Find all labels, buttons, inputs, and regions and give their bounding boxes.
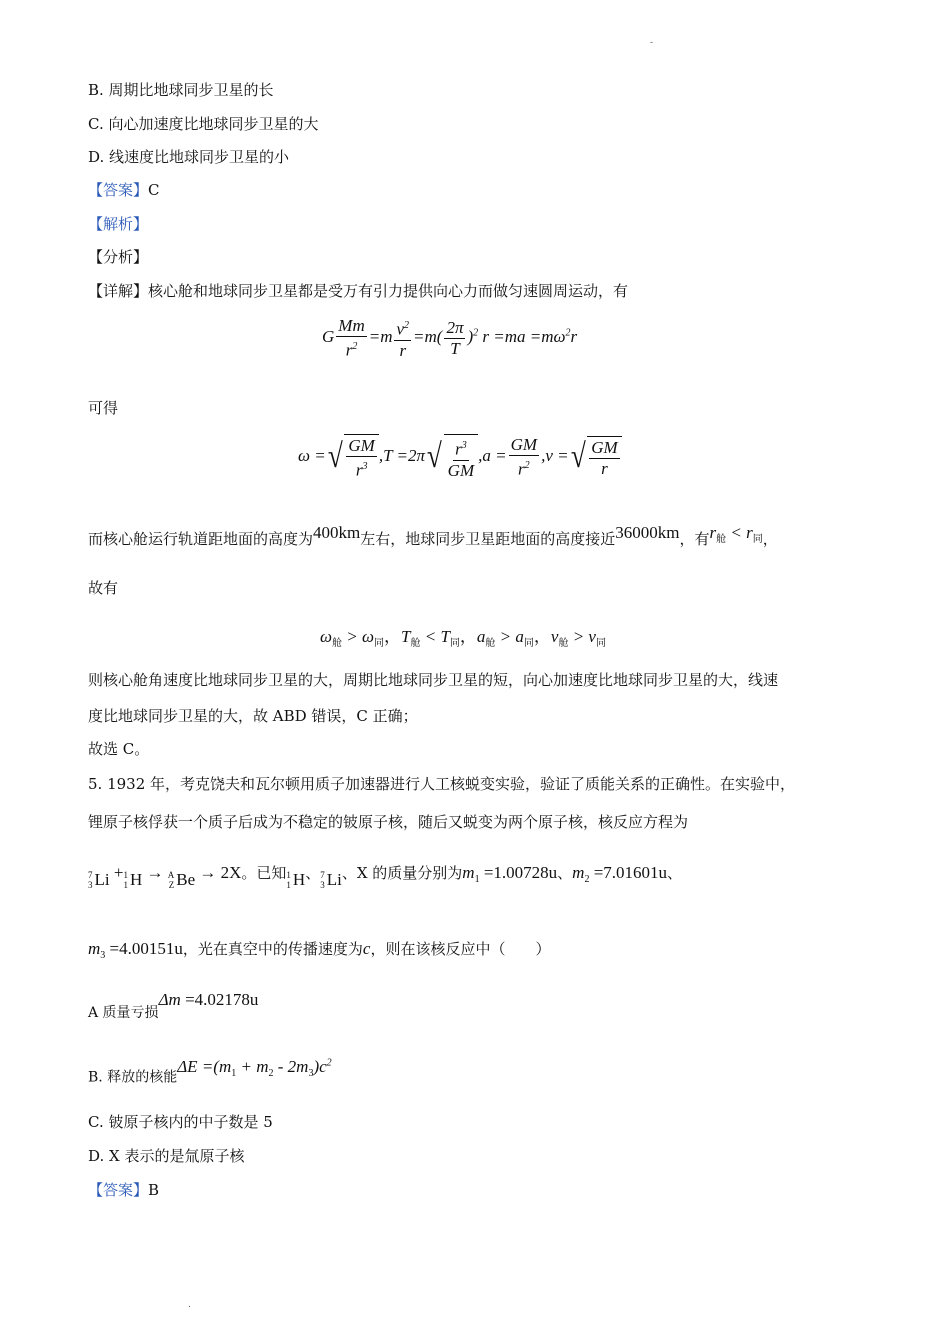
fenxi-tag: 【分析】 bbox=[88, 248, 149, 266]
m3-value: $m_3 =4.00151u$ bbox=[88, 939, 183, 961]
detail-line bbox=[88, 280, 628, 302]
answer-tag: 【答案】 bbox=[88, 181, 149, 199]
q5-option-d: D. X 表示的是氚原子核 bbox=[88, 1147, 245, 1165]
comparison-equation: $\omega_舱 > \omega_同$，$T_舱 < T_同$，$a_舱 > a_同$，$v_舱 > v_同$ bbox=[320, 627, 606, 649]
height-text-2: 左右，地球同步卫星距地面的高度接近 bbox=[360, 530, 616, 548]
q5-stem-2: 锂原子核俘获一个质子后成为不稳定的铍原子核，随后又蜕变为两个原子核，核反应方程为 bbox=[88, 813, 689, 831]
height-text-3: ，有 bbox=[679, 530, 710, 548]
q5-option-c: C. 铍原子核内的中子数是 5 bbox=[88, 1113, 273, 1131]
guxuan-text: 故选 C。 bbox=[88, 740, 150, 758]
detail-tag: 【详解】 bbox=[88, 282, 149, 300]
conclusion-line-2: 度比地球同步卫星的大，故 ABD 错误，C 正确； bbox=[88, 707, 418, 725]
q4-option-c: C. 向心加速度比地球同步卫星的大 bbox=[88, 115, 319, 133]
q5-option-a: A 质量亏损Δm =4.02178u bbox=[88, 990, 259, 1021]
height-36000: 36000km bbox=[615, 523, 680, 542]
derived-equations: ω = √ $\frac{GM}{r^3}$ ,T =2π √ $\frac{r^3}{GM}$ ,a = $\frac{GM}{r^2}$ ,v = √ $\frac{GM}{r}$ bbox=[298, 434, 622, 481]
energy-formula: $\Delta E =(m_1 + m_2 - 2m_3)c^2$ bbox=[177, 1056, 332, 1079]
analysis-tag: 【解析】 bbox=[88, 215, 149, 233]
detail-text: 核心舱和地球同步卫星都是受万有引力提供向心力而做匀速圆周运动，有 bbox=[148, 282, 629, 300]
q4-option-d: D. 线速度比地球同步卫星的小 bbox=[88, 148, 290, 166]
yizhi-text: 。已知 bbox=[241, 864, 287, 882]
gravity-equation: G $\frac{Mm}{r^2}$ =m $\frac{v^2}{r}$ =m( $\frac{2\pi}{T}$ )$^2$ $r =ma =m\omega^2r$ bbox=[322, 316, 578, 360]
q5-m3-line: $m_3 =4.00151u$，光在真空中的传播速度为c，则在该核反应中（ ） bbox=[88, 939, 551, 961]
q4-option-b: B. 周期比地球同步卫星的长 bbox=[88, 81, 274, 99]
kede-text: 可得 bbox=[88, 399, 119, 417]
radius-compare: $r_舱 < r_同$ bbox=[709, 523, 763, 545]
q5-stem-1: 5. 1932 年，考克饶夫和瓦尔顿用质子加速器进行人工核蜕变实验，验证了质能关系的正确性。在实验中， bbox=[88, 775, 796, 793]
q4-answer-line bbox=[88, 179, 160, 201]
guyou-text: 故有 bbox=[88, 579, 119, 597]
q5-reaction-line: 7 3 Li + 1 1 H → A Z Be → 2X。已知 1 1 H、 7 3 Li、X 的质量分别为$m_1 =1.00728u$、$m_2 =7.01601u$、 bbox=[88, 863, 683, 890]
height-400: 400km bbox=[313, 523, 361, 542]
answer-value: C bbox=[148, 181, 160, 199]
nuclear-reaction: 7 3 Li + 1 1 H → A Z Be → 2X bbox=[88, 863, 242, 890]
height-text-4: ， bbox=[762, 530, 778, 548]
height-line bbox=[88, 523, 778, 553]
height-text-1: 而核心舱运行轨道距地面的高度为 bbox=[88, 530, 314, 548]
q5-option-b: B. 释放的核能$\Delta E =(m_1 + m_2 - 2m_3)c^2$ bbox=[88, 1056, 332, 1086]
footer-mark: . bbox=[188, 1300, 191, 1310]
m1-value: $m_1 =1.00728u$ bbox=[462, 863, 558, 885]
m2-value: $m_2 =7.01601u$ bbox=[572, 863, 668, 885]
q5-answer-line: 【答案】B bbox=[88, 1181, 160, 1199]
header-mark: - bbox=[650, 38, 654, 48]
conclusion-line-1: 则核心舱角速度比地球同步卫星的大，周期比地球同步卫星的短，向心加速度比地球同步卫星的大，线速 bbox=[88, 671, 779, 689]
